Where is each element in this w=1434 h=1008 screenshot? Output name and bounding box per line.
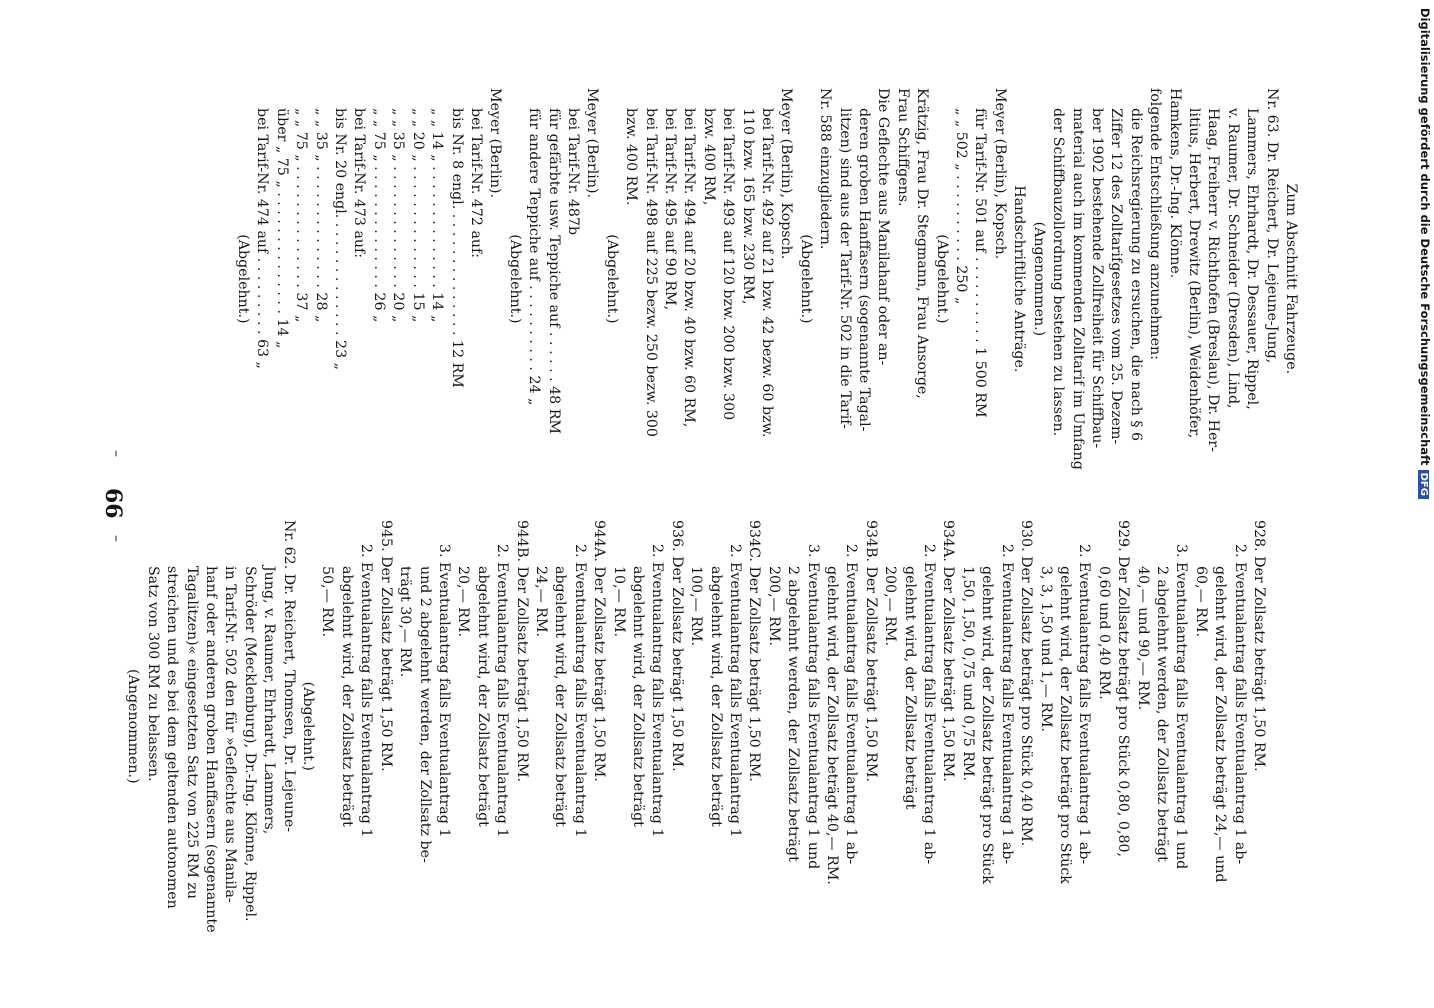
text-line: v. Raumer, Dr. Schneider (Dresden), Lind, — [1224, 108, 1241, 409]
text-line: für Tarif-Nr. 501 auf . . . . . . . . . . 1 500 RM — [972, 108, 989, 418]
text-line: 3, 3, 1,50 und 1,— RM. — [1037, 566, 1054, 733]
text-line: über „ 75 „ . . . . . . . . . . . . . . 14 „ — [273, 108, 290, 349]
text-line: gelehnt wird, der Zollsatz beträgt pro Stück — [1056, 566, 1073, 884]
text-line: folgende Entschließung anzunehmen: — [1147, 88, 1164, 360]
text-line: abgelehnt wird, der Zollsatz beträgt — [338, 566, 355, 827]
text-line: 3. Eventualantrag falls Eventualantrag 1 und — [804, 544, 821, 870]
text-line: Ziffer 12 des Zolltarifgesetzes vom 25. Dezem- — [1108, 108, 1125, 445]
text-line: „ „ 75 „ . . . . . . . . . . . . . . 37 „ — [293, 108, 310, 323]
text-line: 934A. Der Zollsatz beträgt 1,50 RM. — [940, 520, 957, 782]
text-line: material auch im kommenden Zolltarif im Umfang — [1069, 108, 1086, 470]
text-line: 944A. Der Zollsatz beträgt 1,50 RM. — [591, 520, 608, 782]
text-line: bei Tarif-Nr. 487b — [564, 108, 581, 236]
text-line: 2. Eventualantrag falls Eventualantrag 1 ab- — [921, 544, 938, 865]
text-line: (Abgelehnt.) — [300, 681, 317, 771]
text-line: 934B. Der Zollsatz beträgt 1,50 RM. — [862, 520, 879, 783]
text-line: die Reichsregierung zu ersuchen, die nach § 6 — [1127, 108, 1144, 442]
text-line: (Abgelehnt.) — [235, 234, 252, 324]
stamp-text: Digitalisierung gefördert durch die Deutsche Forschungsgemeinschaft — [1418, 8, 1432, 466]
text-line: 200,— RM. — [882, 566, 899, 647]
text-line: der Schiffbauzollordnung bestehen zu lassen. — [1050, 108, 1067, 437]
text-line: trägt 30,— RM. — [397, 566, 414, 678]
text-line: 10,— RM. — [610, 566, 627, 637]
text-line: 3. Eventualantrag falls Eventualantrag 1 — [435, 544, 452, 838]
dfg-stamp — [1408, 8, 1432, 1008]
text-line: 936. Der Zollsatz beträgt 1,50 RM. — [668, 520, 685, 772]
text-line: 2. Eventualantrag falls Eventualantrag 1 ab- — [1231, 544, 1248, 865]
text-line: und 2 abgelehnt werden, der Zollsatz be- — [416, 566, 433, 863]
text-line: bzw. 400 RM. — [623, 108, 640, 206]
text-line: Meyer (Berlin). — [487, 88, 504, 199]
text-line: 100,— RM. — [688, 566, 705, 647]
text-line: gelehnt wird, der Zollsatz beträgt 40,— RM. — [824, 566, 841, 885]
text-line: Hamkens, Dr.-Ing. Klönne. — [1166, 88, 1183, 279]
text-line: 2 abgelehnt werden, der Zollsatz beträgt — [1153, 566, 1170, 862]
text-line: Haag, Freiherr v. Richthofen (Breslau), Dr. Her- — [1205, 108, 1222, 452]
text-line: litzen) sind aus der Tarif-Nr. 502 in die Tarif- — [836, 108, 853, 429]
text-line: 930. Der Zollsatz beträgt pro Stück 0,40 RM. — [1018, 520, 1035, 847]
text-line: (Angenommen.) — [125, 669, 142, 784]
text-line: Handschriftliche Anträge. — [1011, 185, 1028, 373]
text-line: deren groben Hanffasern (sogenannte Tagal- — [856, 108, 873, 432]
text-line: 945. Der Zollsatz beträgt 1,50 RM. — [377, 520, 394, 772]
right-column — [233, 88, 1300, 470]
text-line: 40,— und 90,— RM. — [1134, 566, 1151, 711]
text-line: 2. Eventualantrag falls Eventualantrag 1 ab- — [843, 544, 860, 865]
text-line: „ „ 75 „ . . . . . . . . . . . . . . 26 „ — [370, 108, 387, 323]
text-line: gelehnt wird, der Zollsatz beträgt 24,— und — [1212, 566, 1229, 883]
text-line: in Tarif-Nr. 502 den für »Geflechte aus Manila- — [222, 566, 239, 903]
text-line: (Abgelehnt.) — [797, 234, 814, 324]
text-line: „ „ 502 „ . . . . . . . . . . 250 „ — [953, 108, 970, 305]
dash-right: – — [108, 450, 124, 457]
text-line: abgelehnt wird, der Zollsatz beträgt — [474, 566, 491, 827]
text-line: 2. Eventualantrag falls Eventualantrag 1 — [649, 544, 666, 838]
text-line: Nr. 63. Dr. Reichert, Dr. Lejeune-Jung, — [1263, 88, 1280, 364]
text-line: 2. Eventualantrag falls Eventualantrag 1 — [571, 544, 588, 838]
text-line: Meyer (Berlin), Kopsch. — [991, 88, 1008, 260]
text-line: 60,— RM. — [1192, 566, 1209, 637]
text-line: bei Tarif-Nr. 494 auf 20 bzw. 40 bzw. 60 RM, — [681, 108, 698, 428]
text-line: 2. Eventualantrag falls Eventualantrag 1 — [727, 544, 744, 838]
left-column — [123, 520, 1268, 933]
text-line: gelehnt wird, der Zollsatz beträgt pro Stück — [979, 566, 996, 884]
text-line: 3. Eventualantrag falls Eventualantrag 1 und — [1173, 544, 1190, 870]
text-line: 934C. Der Zollsatz beträgt 1,50 RM. — [746, 520, 763, 782]
text-line: 929. Der Zollsatz beträgt pro Stück 0,80, 0,80, — [1115, 520, 1132, 858]
text-line: bei Tarif-Nr. 495 auf 90 RM, — [662, 108, 678, 311]
text-line: bis Nr. 20 engl. . . . . . . . . . . . . . 23 „ — [332, 108, 349, 370]
text-line: 24,— RM. — [532, 566, 549, 637]
text-line: Meyer (Berlin). — [584, 88, 601, 199]
dash-left: – — [108, 535, 124, 542]
text-line: 1,50, 1,50, 0,75 und 0,75 RM. — [959, 566, 976, 782]
text-line: Meyer (Berlin), Kopsch. — [778, 88, 795, 260]
text-line: bis Nr. 8 engl. . . . . . . . . . . . . . . 12 RM — [448, 108, 465, 388]
text-line: Jung, v. Raumer, Ehrhardt, Lammers, — [261, 566, 278, 835]
page-number: 66 — [100, 488, 126, 519]
text-line: 0,60 und 0,40 RM. — [1095, 566, 1112, 700]
text-line: bei Tarif-Nr. 498 auf 225 bezw. 250 bezw. 300 — [642, 108, 659, 437]
text-line: 200,— RM. — [765, 566, 782, 647]
text-line: Satz von 300 RM zu belassen. — [144, 566, 161, 782]
text-line: Nr. 588 einzugliedern. — [817, 88, 834, 250]
text-line: für andere Teppiche auf . . . . . . . . . . 24 „ — [526, 108, 543, 406]
text-line: (Abgelehnt.) — [506, 234, 523, 324]
text-line: (Angenommen.) — [1030, 221, 1047, 337]
text-line: abgelehnt wird, der Zollsatz beträgt — [630, 566, 646, 827]
text-line: ber 1902 bestehende Zollfreiheit für Schiffbau- — [1088, 108, 1105, 449]
text-line: Die Geflechte aus Manilahanf oder an- — [875, 88, 892, 366]
text-line: „ „ 20 „ . . . . . . . . . . . . . . 15 „ — [409, 108, 426, 323]
text-line: 110 bzw. 165 bzw. 230 RM, — [739, 108, 756, 305]
text-line: Frau Schiffgens. — [894, 88, 911, 207]
text-line: „ „ 14 „ . . . . . . . . . . . . . . 14 „ — [429, 108, 446, 323]
text-line: 928. Der Zollsatz beträgt 1,50 RM. — [1251, 520, 1267, 772]
text-line: bei Tarif-Nr. 473 auf: — [351, 108, 368, 259]
text-line: (Abgelehnt.) — [603, 234, 620, 324]
text-line: „ „ 35 „ . . . . . . . . . . . . . . 28 „ — [312, 108, 329, 323]
text-line: für gefärbte usw. Teppiche auf . . . . . . 48 RM — [545, 108, 562, 434]
text-line: (Abgelehnt.) — [933, 234, 950, 324]
text-line: „ „ 35 „ . . . . . . . . . . . . . . 20 „ — [390, 108, 407, 323]
page-number-box — [100, 488, 126, 519]
text-line: 2. Eventualantrag falls Eventualantrag 1 — [494, 544, 511, 838]
text-line: Zum Abschnitt Fahrzeuge. — [1283, 183, 1299, 375]
text-line: Lammers, Ehrhardt, Dr. Dessauer, Rippel, — [1244, 108, 1261, 410]
text-line: bei Tarif-Nr. 472 auf: — [467, 108, 484, 259]
text-line: 20,— RM. — [455, 566, 472, 637]
dfg-logo: DFG — [1418, 470, 1429, 499]
text-line: Tagalitzen)« eingesetzten Satz von 225 RM zu — [183, 566, 200, 900]
text-line: litius, Herbert, Drewitz (Berlin), Weidenhöfer, — [1185, 108, 1202, 439]
text-line: hanf oder anderen groben Hanffasern (sogenannte — [203, 566, 220, 933]
text-line: gelehnt wird, der Zollsatz beträgt — [901, 566, 918, 810]
text-line: Nr. 62. Dr. Reichert, Thomsen, Dr. Lejeune- — [280, 520, 297, 833]
text-line: streichen und es bei dem geltenden autonomen — [164, 566, 181, 909]
text-line: Schröder (Mecklenburg), Dr.-Ing. Klönne, Rippel. — [241, 566, 258, 922]
text-line: 2 abgelehnt werden, der Zollsatz beträgt — [785, 566, 802, 862]
text-line: 2. Eventualantrag falls Eventualantrag 1 ab- — [998, 544, 1015, 865]
text-line: 2. Eventualantrag falls Eventualantrag 1 ab- — [1076, 544, 1093, 865]
text-line: bzw. 400 RM, — [700, 108, 717, 206]
text-line: bei Tarif-Nr. 492 auf 21 bzw. 42 bezw. 60 bzw. — [759, 108, 776, 438]
text-line: 50,— RM. — [319, 566, 336, 637]
text-line: abgelehnt wird, der Zollsatz beträgt — [707, 566, 724, 827]
text-line: abgelehnt wird, der Zollsatz beträgt — [552, 566, 569, 827]
text-line: Krätzig, Frau Dr. Stegmann, Frau Ansorge, — [914, 88, 931, 399]
text-line: bei Tarif-Nr. 474 auf . . . . . . . . . 63 „ — [254, 108, 271, 369]
text-line: bei Tarif-Nr. 493 auf 120 bzw. 200 bzw. 300 — [720, 108, 737, 421]
text-line: 944B. Der Zollsatz beträgt 1,50 RM. — [513, 520, 530, 783]
text-line: 2. Eventualantrag falls Eventualantrag 1 — [358, 544, 375, 838]
